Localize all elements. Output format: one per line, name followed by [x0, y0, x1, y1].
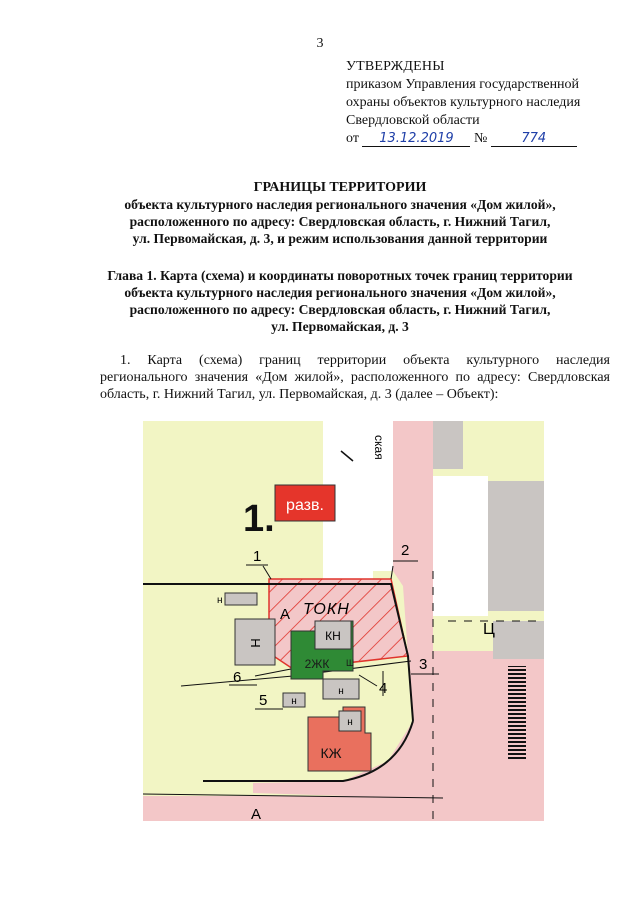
zone-ts-label: Ц — [483, 621, 495, 638]
title-heading: ГРАНИЦЫ ТЕРРИТОРИИ — [253, 180, 427, 195]
razv-label: разв. — [286, 497, 324, 514]
order-date: 13.12.2019 — [362, 132, 470, 147]
tokn-label: ТОКН — [303, 601, 350, 618]
chapter-line-1: Глава 1. Карта (схема) и координаты поворотных точек границ территории — [107, 268, 573, 283]
paragraph-1 — [100, 352, 610, 403]
point-3-label: 3 — [419, 656, 428, 673]
chapter-line-2: объекта культурного наследия регионального значения «Дом жилой», — [124, 285, 556, 300]
point-1-label: 1 — [253, 548, 262, 565]
approval-date-row — [346, 130, 580, 148]
approval-line-2: охраны объектов культурного наследия — [346, 95, 581, 110]
n5-label: н — [347, 717, 353, 728]
building-gray-c — [493, 621, 544, 659]
territory-map — [143, 421, 544, 821]
zone-a-bottom-label: А — [251, 806, 262, 821]
title-line-1: объекта культурного наследия регионального значения «Дом жилой», — [124, 197, 556, 212]
point-6-label: 6 — [233, 669, 242, 686]
page-number: 3 — [316, 36, 324, 51]
approval-block — [346, 58, 580, 148]
document-title — [70, 179, 610, 247]
plot-white-right — [433, 476, 488, 616]
zone-a-label: А — [280, 606, 291, 623]
n2-label: Н — [248, 638, 263, 648]
approval-line-3: Свердловской области — [346, 113, 480, 128]
building-gray-right — [488, 481, 544, 611]
paragraph-line-3: область, г. Нижний Тагил, ул. Первомайская, д. 3 (далее – Объект): — [100, 387, 499, 402]
building-gray-top — [433, 421, 463, 469]
approval-line-1: приказом Управления государственной — [346, 77, 580, 92]
n1-label: н — [217, 595, 223, 606]
map-svg — [143, 421, 544, 821]
paragraph-line-1: 1. Карта (схема) границ территории объекта культурного наследия — [120, 353, 610, 368]
order-number: 774 — [491, 132, 577, 147]
title-line-2: расположенного по адресу: Свердловская область, г. Нижний Тагил, — [129, 214, 551, 229]
title-line-3: ул. Первомайская, д. 3, и режим использования данной территории — [132, 231, 548, 246]
sh-label: Ш — [346, 658, 355, 668]
stairs-hatching — [508, 666, 526, 761]
kn-label: КН — [325, 629, 341, 643]
number-prefix: № — [473, 131, 488, 146]
building-n1 — [225, 593, 257, 605]
paragraph-line-2: регионального значения «Дом жилой», расположенного по адресу: Свердловская — [100, 370, 610, 385]
2zhk-label: 2ЖК — [304, 657, 330, 671]
approval-heading: УТВЕРЖДЕНЫ — [346, 59, 445, 74]
chapter-line-3: расположенного по адресу: Свердловская область, г. Нижний Тагил, — [129, 302, 551, 317]
road-pink-bottom — [143, 796, 448, 821]
zone-number-1: 1. — [243, 498, 275, 540]
n4-label: н — [291, 696, 297, 707]
point-5-label: 5 — [259, 692, 268, 709]
point-4-label: 4 — [379, 680, 388, 697]
chapter-title — [70, 267, 610, 335]
chapter-line-4: ул. Первомайская, д. 3 — [271, 319, 409, 334]
street-name-fragment: ская — [372, 435, 386, 460]
n3-label: н — [338, 686, 344, 697]
kzh-label: КЖ — [320, 745, 342, 761]
point-2-label: 2 — [401, 542, 410, 559]
date-prefix: от — [346, 131, 359, 146]
